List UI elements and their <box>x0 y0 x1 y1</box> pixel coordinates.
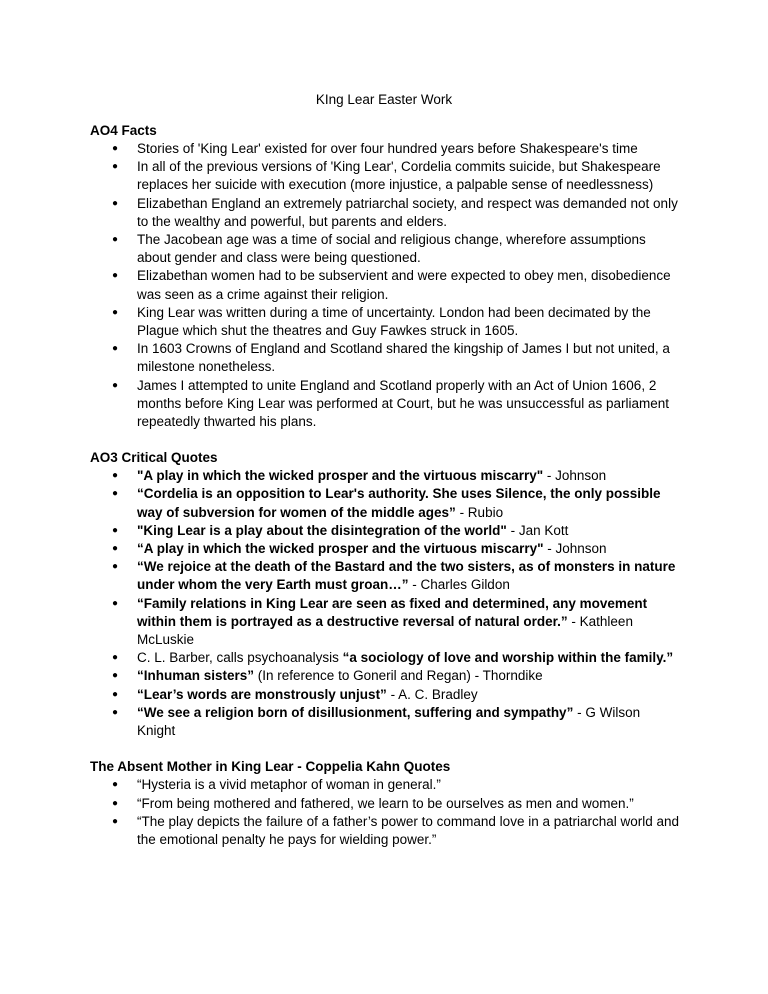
list-item <box>90 776 680 794</box>
section-ao3-critical-quotes <box>90 449 680 740</box>
bullet-icon: ● <box>112 306 119 318</box>
list-item-text: The Jacobean age was a time of social and religious change, wherefore assumptions about gender and class were being questioned. <box>137 232 646 266</box>
bullet-icon: ● <box>112 488 119 500</box>
quote-item <box>90 686 680 704</box>
quote-attribution: - Kathleen McLuskie <box>137 613 633 648</box>
quote-item <box>90 540 680 558</box>
quote-attribution: - Johnson <box>543 541 607 557</box>
bullet-icon: ● <box>112 561 119 573</box>
quote-attribution: - Jan Kott <box>506 522 569 538</box>
quote-text: “We rejoice at the death of the Bastard and the two sisters, as of monsters in nature under whom the very Earth must groan…” <box>137 559 676 593</box>
bullet-icon: ● <box>112 197 119 209</box>
section-ao4-facts <box>90 122 680 431</box>
quote-item <box>90 595 680 650</box>
quote-attribution: - Rubio <box>455 504 504 520</box>
list-item-text: King Lear was written during a time of uncertainty. London had been decimated by the Plague which shut the theatres and Guy Fawkes struck in 1605. <box>137 304 651 339</box>
bullet-icon: ● <box>112 652 119 664</box>
bullet-icon: ● <box>112 543 119 555</box>
list-item-text: James I attempted to unite England and Scotland properly with an Act of Union 1606, 2 months before King Lear was performed at Court, but he was unsuccessful as parliament repeatedly thwarted his plans. <box>137 377 670 430</box>
bullet-icon: ● <box>112 706 119 718</box>
bullet-icon: ● <box>112 270 119 282</box>
quote-attribution: - A. C. Bradley <box>386 686 478 702</box>
bullet-icon: ● <box>112 143 119 154</box>
quote-text: “We see a religion born of disillusionment, suffering and sympathy” <box>137 704 574 720</box>
quote-text: “Inhuman sisters” <box>137 668 255 684</box>
quote-item <box>90 667 680 685</box>
bullet-icon: ● <box>112 379 119 391</box>
list-item-text: Elizabethan England an extremely patriarchal society, and respect was demanded not only to the wealthy and powerful, but parents and elders. <box>137 195 678 229</box>
document-title: KIng Lear Easter Work <box>315 92 453 107</box>
quote-text: "King Lear is a play about the disintegration of the world" <box>137 522 507 538</box>
list-item <box>90 158 680 194</box>
section-heading: AO3 Critical Quotes <box>90 450 218 466</box>
quote-item <box>90 704 680 740</box>
bullet-icon: ● <box>112 470 119 482</box>
bullet-icon: ● <box>112 815 119 827</box>
quote-item <box>90 522 680 540</box>
quote-text: "A play in which the wicked prosper and the virtuous miscarry" <box>137 468 544 484</box>
quote-text: “a sociology of love and worship within the family.” <box>342 650 674 666</box>
list-item-text: “From being mothered and fathered, we learn to be ourselves as men and women.” <box>137 795 634 811</box>
list-item <box>90 195 680 231</box>
list-item-text: Stories of 'King Lear' existed for over four hundred years before Shakespeare's time <box>137 141 638 156</box>
quote-attribution: (In reference to Goneril and Regan) - Thorndike <box>254 668 543 684</box>
section-heading: AO4 Facts <box>90 123 157 138</box>
list-item-text: In 1603 Crowns of England and Scotland shared the kingship of James I but not united, a milestone nonetheless. <box>137 341 670 375</box>
list-item <box>90 813 680 849</box>
bullet-list <box>90 467 680 740</box>
list-item <box>90 231 680 267</box>
quote-item <box>90 558 680 594</box>
list-item-text: “The play depicts the failure of a father’s power to command love in a patriarchal world and the emotional penalty he pays for wielding power.” <box>137 813 680 847</box>
bullet-icon: ● <box>112 234 119 246</box>
list-item <box>90 304 680 340</box>
bullet-icon: ● <box>112 779 119 791</box>
quote-prefix: C. L. Barber, calls psychoanalysis <box>137 650 343 666</box>
quote-text: “A play in which the wicked prosper and the virtuous miscarry" <box>137 541 544 557</box>
quote-item <box>90 467 680 485</box>
quote-item <box>90 649 680 667</box>
bullet-icon: ● <box>112 797 119 809</box>
quote-text: “Family relations in King Lear are seen as fixed and determined, any movement within them is portrayed as a destructive reversal of natural order.” <box>137 595 648 629</box>
bullet-icon: ● <box>112 597 119 609</box>
bullet-icon: ● <box>112 524 119 536</box>
list-item-text: “Hysteria is a vivid metaphor of woman in general.” <box>137 777 441 793</box>
list-item <box>90 140 680 158</box>
list-item <box>90 795 680 813</box>
list-item <box>90 340 680 376</box>
list-item <box>90 267 680 303</box>
quote-attribution: - Johnson <box>543 468 607 484</box>
quote-attribution: - Charles Gildon <box>408 577 510 593</box>
bullet-icon: ● <box>112 343 119 355</box>
list-item <box>90 377 680 432</box>
bullet-icon: ● <box>112 688 119 700</box>
bullet-list <box>90 140 680 431</box>
section-heading: The Absent Mother in King Lear - Coppelia Kahn Quotes <box>90 759 451 775</box>
bullet-icon: ● <box>112 670 119 682</box>
quote-item <box>90 485 680 521</box>
quote-text: “Cordelia is an opposition to Lear's authority. She uses Silence, the only possible way of subversion for women of the middle ages” <box>137 486 661 520</box>
list-item-text: Elizabethan women had to be subservient and were expected to obey men, disobedience was seen as a crime against their religion. <box>137 268 671 302</box>
bullet-list <box>90 776 680 849</box>
quote-attribution: - G Wilson Knight <box>137 704 641 739</box>
section-kahn-quotes <box>90 758 680 849</box>
list-item-text: In all of the previous versions of 'King Lear', Cordelia commits suicide, but Shakespeare replaces her suicide with execution (more injustice, a palpable sense of needlessness) <box>137 159 661 193</box>
document-body <box>90 122 680 867</box>
quote-text: “Lear’s words are monstrously unjust” <box>137 686 387 702</box>
bullet-icon: ● <box>112 161 119 173</box>
